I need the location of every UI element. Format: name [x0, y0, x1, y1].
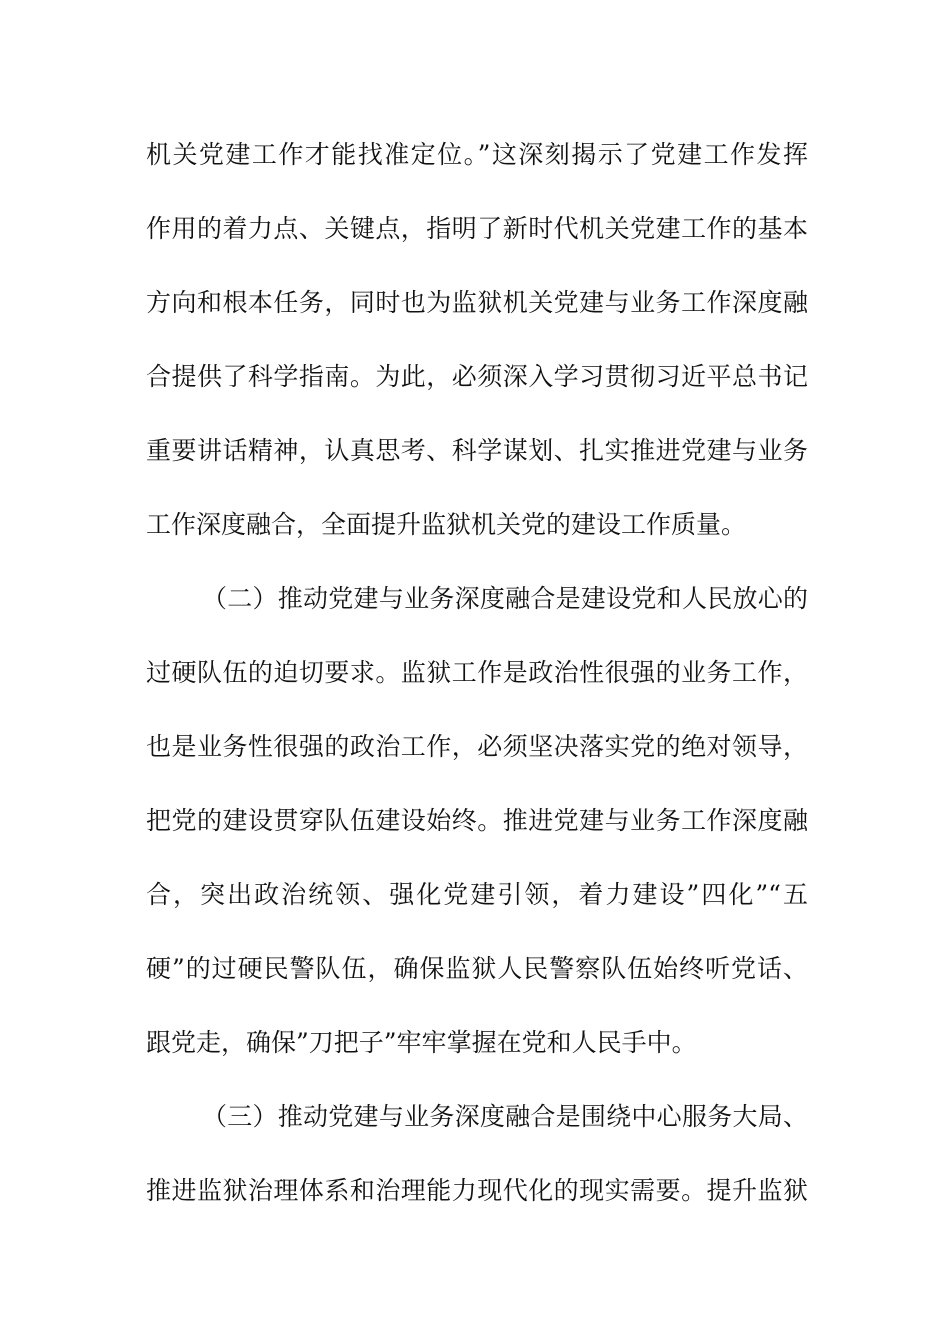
text-line: 推进监狱治理体系和治理能力现代化的现实需要。提升监狱: [146, 1176, 808, 1205]
text-line: 工作深度融合，全面提升监狱机关党的建设工作质量。: [146, 510, 747, 539]
text-line: 跟党走，确保”刀把子”牢牢掌握在党和人民手中。: [146, 1028, 697, 1057]
section-heading-line: （三）推动党建与业务深度融合是围绕中心服务大局、: [202, 1102, 808, 1131]
text-line: 合，突出政治统领、强化党建引领，着力建设”四化”“五: [146, 880, 808, 909]
text-line: 合提供了科学指南。为此，必须深入学习贯彻习近平总书记: [146, 362, 808, 391]
text-line: 机关党建工作才能找准定位。”这深刻揭示了党建工作发挥: [146, 140, 808, 169]
text-line: 作用的着力点、关键点，指明了新时代机关党建工作的基本: [146, 214, 808, 243]
text-line: 硬”的过硬民警队伍，确保监狱人民警察队伍始终听党话、: [146, 954, 808, 983]
document-body: [146, 125, 808, 1235]
text-line: 重要讲话精神，认真思考、科学谋划、扎实推进党建与业务: [146, 436, 808, 465]
text-line: 也是业务性很强的政治工作，必须坚决落实党的绝对领导，: [146, 732, 808, 761]
text-line: 方向和根本任务，同时也为监狱机关党建与业务工作深度融: [146, 288, 808, 317]
text-line: 把党的建设贯穿队伍建设始终。推进党建与业务工作深度融: [146, 806, 808, 835]
text-line: 过硬队伍的迫切要求。监狱工作是政治性很强的业务工作，: [146, 658, 808, 687]
section-heading-line: （二）推动党建与业务深度融合是建设党和人民放心的: [202, 584, 808, 613]
